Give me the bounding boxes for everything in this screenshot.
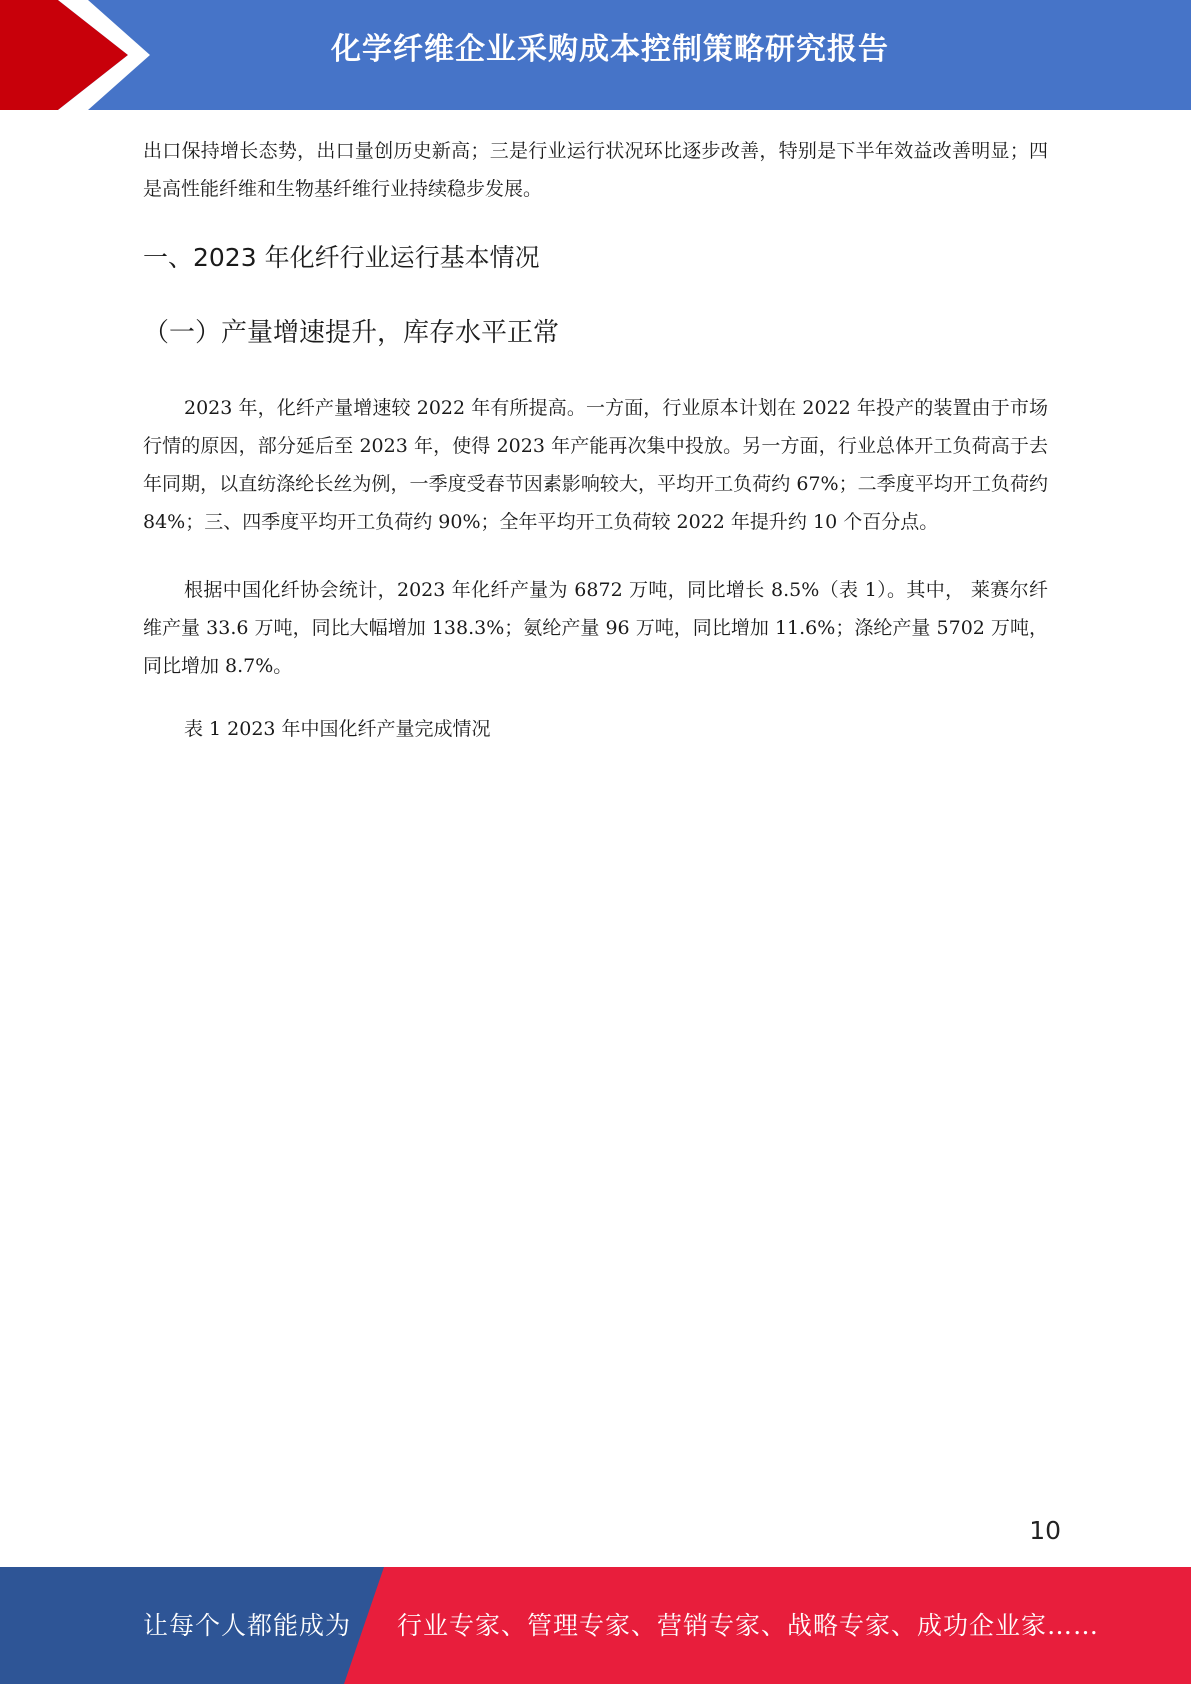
page-number: 10 [1029, 1516, 1061, 1545]
section-heading: 一、2023 年化纤行业运行基本情况 [143, 243, 540, 272]
footer-banner [0, 1567, 1191, 1684]
report-title: 化学纤维企业采购成本控制策略研究报告 [331, 32, 889, 67]
footer-slogan-left: 让每个人都能成为 [143, 1611, 352, 1640]
production-paragraph: 2023 年，化纤产量增速较 2022 年有所提高。一方面，行业原本计划在 2022 年投产的装置由于市场行情的原因，部分延后至 2023 年，使得 2023 年产能再次集中投放。另一方面，行业总体开工负荷高于去年同期，以直纺涤纶长丝为例，一季度受春节因素影响较大，平均开工负荷约 67%；二季度平均开工负荷约 84%；三、四季度平均开工负荷约 90%；全年平均开工负荷较 2022 年提升约 10 个百分点。 [143, 397, 1048, 533]
intro-paragraph: 出口保持增长态势，出口量创历史新高；三是行业运行状况环比逐步改善，特别是下半年效益改善明显；四是高性能纤维和生物基纤维行业持续稳步发展。 [143, 140, 1048, 200]
main-content [143, 132, 1048, 748]
statistics-paragraph: 根据中国化纤协会统计，2023 年化纤产量为 6872 万吨，同比增长 8.5%（表 1）。其中， 莱赛尔纤维产量 33.6 万吨，同比大幅增加 138.3%；氨纶产量 96 万吨，同比增加 11.6%；涤纶产量 5702 万吨，同比增加 8.7%。 [143, 579, 1048, 677]
subsection-heading: （一）产量增速提升，库存水平正常 [143, 318, 560, 348]
footer-slogan-right: 行业专家、管理专家、营销专家、战略专家、成功企业家…… [397, 1611, 1100, 1640]
header-banner [0, 0, 1191, 110]
table-caption: 表 1 2023 年中国化纤产量完成情况 [184, 718, 491, 740]
